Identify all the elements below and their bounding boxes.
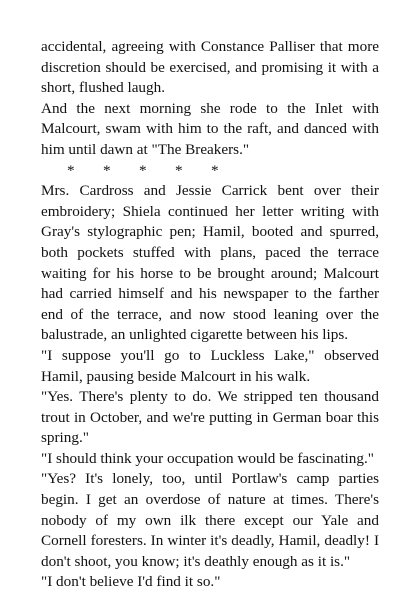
paragraph-4: "I suppose you'll go to Luckless Lake," observed Hamil, pausing beside Malcourt in his walk. — [41, 346, 379, 385]
section-break — [41, 161, 379, 182]
section-break-star: * — [139, 161, 147, 179]
paragraph-5: "Yes. There's plenty to do. We stripped ten thousand trout in October, and we're putting in German boar this spring." — [41, 388, 379, 447]
section-break-star: * — [211, 161, 219, 179]
paragraph-1: accidental, agreeing with Constance Palliser that more discretion should be exercised, and promising it with a short, flushed laugh. — [41, 38, 379, 97]
paragraph-6: "I should think your occupation would be fascinating." — [41, 449, 374, 467]
paragraph-7: "Yes? It's lonely, too, until Portlaw's camp parties begin. I get an overdose of nature at times. There's nobody of my own ilk there except our Yale and Cornell foresters. In winter it's deadly, Hamil, deadly! I don't shoot, you know; it's deathly enough as it is." — [41, 470, 379, 570]
paragraph-8: "I don't believe I'd find it so." — [41, 573, 221, 591]
paragraph-3: Mrs. Cardross and Jessie Carrick bent over their embroidery; Shiela continued her letter writing with Gray's stylographic pen; Hamil, booted and spurred, both pockets stuffed with plans, paced the terrace waiting for his horse to be brought around; Malcourt had carried himself and his newspaper to the farther end of the terrace, and now stood leaning over the balustrade, an unlighted cigarette between his lips. — [41, 182, 379, 344]
section-break-star: * — [175, 161, 183, 179]
section-break-star: * — [67, 161, 75, 179]
paragraph-2: And the next morning she rode to the Inlet with Malcourt, swam with him to the raft, and danced with him until dawn at "The Breakers." — [41, 99, 379, 158]
section-break-star: * — [103, 161, 111, 179]
